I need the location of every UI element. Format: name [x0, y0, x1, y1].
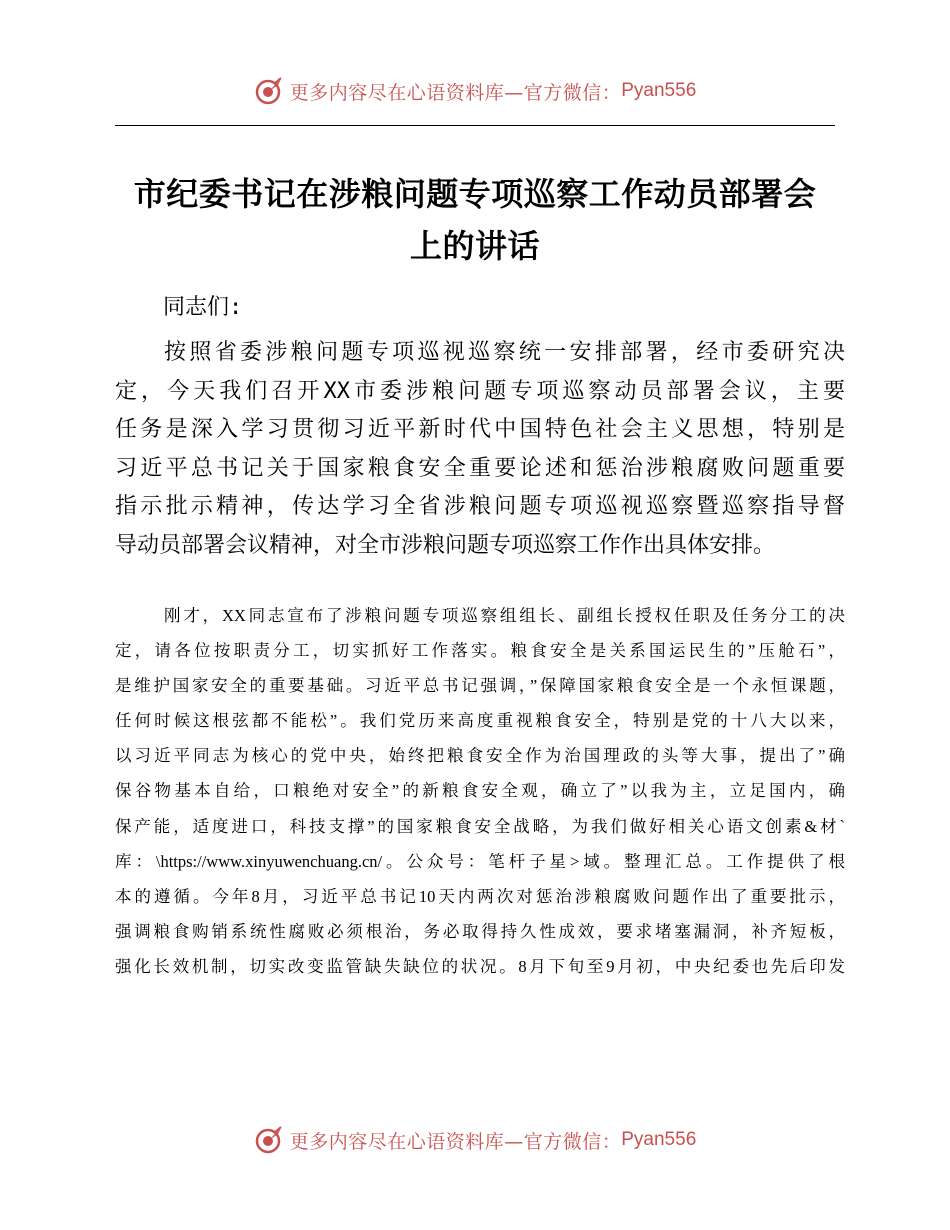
footer-banner-text: 更多内容尽在心语资料库—官方微信： [289, 1130, 622, 1153]
paragraph-2-line: 以习近平同志为核心的党中央，始终把粮食安全作为治国理政的头等大事，提出了”确 [115, 746, 845, 766]
paragraph-2-line: 保谷物基本自给，口粮绝对安全”的新粮食安全观，确立了”以我为主，立足国内，确 [115, 781, 845, 801]
paragraph-2-line: 库：\https://www.xinyuwenchuang.cn/。公众号：笔杆子星>域。整理汇总。工作提供了根 [115, 851, 845, 871]
paragraph-2-line: 保产能，适度进口，科技支撑”的国家粮食安全战略，为我们做好相关心语文创素&材` [115, 816, 845, 836]
paragraph-1-line: 导动员部署会议精神，对全市涉粮问题专项巡察工作作出具体安排。 [115, 532, 776, 558]
paragraph-1-line: 习近平总书记关于国家粮食安全重要论述和惩治涉粮腐败问题重要 [115, 455, 845, 481]
paragraph-1-line: 指示批示精神，传达学习全省涉粮问题专项巡视巡察暨巡察指导督 [115, 494, 845, 519]
quill-pen-logo-icon [254, 1125, 284, 1155]
paragraph-2-line: 强化长效机制，切实改变监管缺失缺位的状况。8月下旬至9月初，中央纪委也先后印发 [115, 956, 845, 976]
header-wechat-handle: Pyan556 [621, 80, 697, 101]
paragraph-2-line: 定，请各位按职责分工，切实抓好工作落实。粮食安全是关系国运民生的”压舱石”， [115, 641, 845, 661]
paragraph-2-line: 任何时候这根弦都不能松”。我们党历来高度重视粮食安全，特别是党的十八大以来， [115, 711, 845, 731]
paragraph-2-line: 是维护国家安全的重要基础。习近平总书记强调，”保障国家粮食安全是一个永恒课题， [115, 676, 845, 696]
paragraph-2-line: 强调粮食购销系统性腐败必须根治，务必取得持久性成效，要求堵塞漏洞，补齐短板， [115, 921, 845, 941]
quill-pen-logo-icon [254, 76, 284, 106]
header-divider [115, 125, 835, 126]
paragraph-2-line: 本的遵循。今年8月，习近平总书记10天内两次对惩治涉粮腐败问题作出了重要批示， [115, 886, 845, 906]
paragraph-2 [115, 598, 845, 984]
paragraph-1-line: 定，今天我们召开XX市委涉粮问题专项巡察动员部署会议，主要 [115, 378, 845, 404]
paragraph-2-line: 刚才，XX同志宣布了涉粮问题专项巡察组组长、副组长授权任职及任务分工的决 [164, 606, 845, 625]
footer-banner [0, 1120, 950, 1160]
title-line-1: 市纪委书记在涉粮问题专项巡察工作动员部署会 [133, 175, 817, 213]
header-banner [0, 71, 950, 111]
footer-wechat-handle: Pyan556 [621, 1129, 697, 1150]
title-line-2: 上的讲话 [409, 227, 540, 265]
paragraph-1 [115, 334, 845, 565]
salutation: 同志们: [163, 295, 243, 320]
header-banner-text: 更多内容尽在心语资料库—官方微信： [289, 81, 622, 104]
paragraph-1-line: 按照省委涉粮问题专项巡视巡察统一安排部署，经市委研究决 [164, 340, 845, 365]
paragraph-1-line: 任务是深入学习贯彻习近平新时代中国特色社会主义思想，特别是 [115, 417, 845, 442]
document-title [105, 168, 845, 272]
